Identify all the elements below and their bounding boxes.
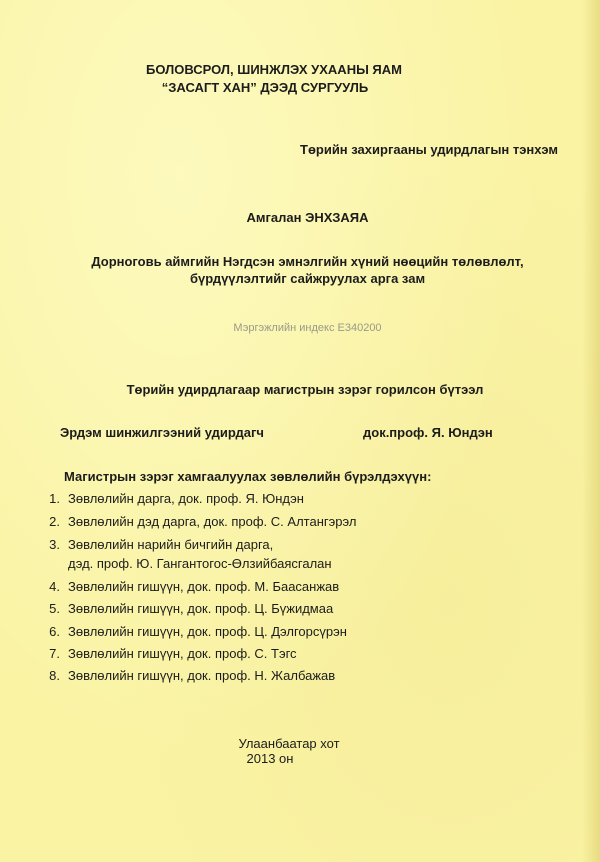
list-text: Зөвлөлийн гишүүн, док. проф. Н. Жалбажав [68, 668, 336, 683]
list-number: 3. [49, 537, 60, 552]
list-text: Зөвлөлийн гишүүн, док. проф. Ц. Дэлгорсүрэн [68, 624, 347, 639]
committee-heading: Магистрын зэрэг хамгаалуулах зөвлөлийн бүрэлдэхүүн: [64, 469, 432, 484]
specialty-index: Мэргэжлийн индекс Е340200 [233, 322, 382, 334]
thesis-title-line-2: бүрдүүлэлтийг сайжруулах арга зам [189, 271, 426, 286]
author-name: Амгалан ЭНХЗАЯА [246, 210, 369, 225]
ministry-name: БОЛОВСРОЛ, ШИНЖЛЭХ УХААНЫ ЯАМ [146, 62, 402, 77]
city: Улаанбаатар хот [238, 736, 340, 751]
list-number: 6. [49, 624, 60, 639]
supervisor-label: Эрдэм шинжилгээний удирдагч [60, 425, 264, 440]
list-number: 4. [49, 579, 60, 594]
paper-edge-shadow [582, 0, 600, 862]
list-text: Зөвлөлийн гишүүн, док. проф. С. Тэгс [68, 646, 297, 661]
list-number: 1. [49, 491, 60, 506]
list-text: Зөвлөлийн дэд дарга, док. проф. С. Алтангэрэл [68, 514, 357, 529]
supervisor-name: док.проф. Я. Юндэн [363, 425, 493, 440]
year: 2013 он [246, 751, 294, 766]
list-number: 5. [49, 601, 60, 616]
list-text: Зөвлөлийн гишүүн, док. проф. Ц. Бүжидмаа [68, 601, 334, 616]
list-text: Зөвлөлийн дарга, док. проф. Я. Юндэн [68, 491, 304, 506]
list-text: дэд. проф. Ю. Гангантогос-Өлзийбаясгалан [68, 556, 332, 571]
degree-statement: Төрийн удирдлагаар магистрын зэрэг горилсон бүтээл [126, 382, 484, 397]
thesis-title-line-1: Дорноговь аймгийн Нэгдсэн эмнэлгийн хүний нөөцийн төлөвлөлт, [91, 254, 524, 269]
list-text: Зөвлөлийн нарийн бичгийн дарга, [68, 537, 274, 552]
department-name: Төрийн захиргааны удирдлагын тэнхэм [300, 142, 558, 157]
list-number: 8. [49, 668, 60, 683]
list-number: 2. [49, 514, 60, 529]
list-number: 7. [49, 646, 60, 661]
school-name: “ЗАСАГТ ХАН” ДЭЭД СУРГУУЛЬ [161, 80, 369, 95]
list-text: Зөвлөлийн гишүүн, док. проф. М. Баасанжав [68, 579, 340, 594]
